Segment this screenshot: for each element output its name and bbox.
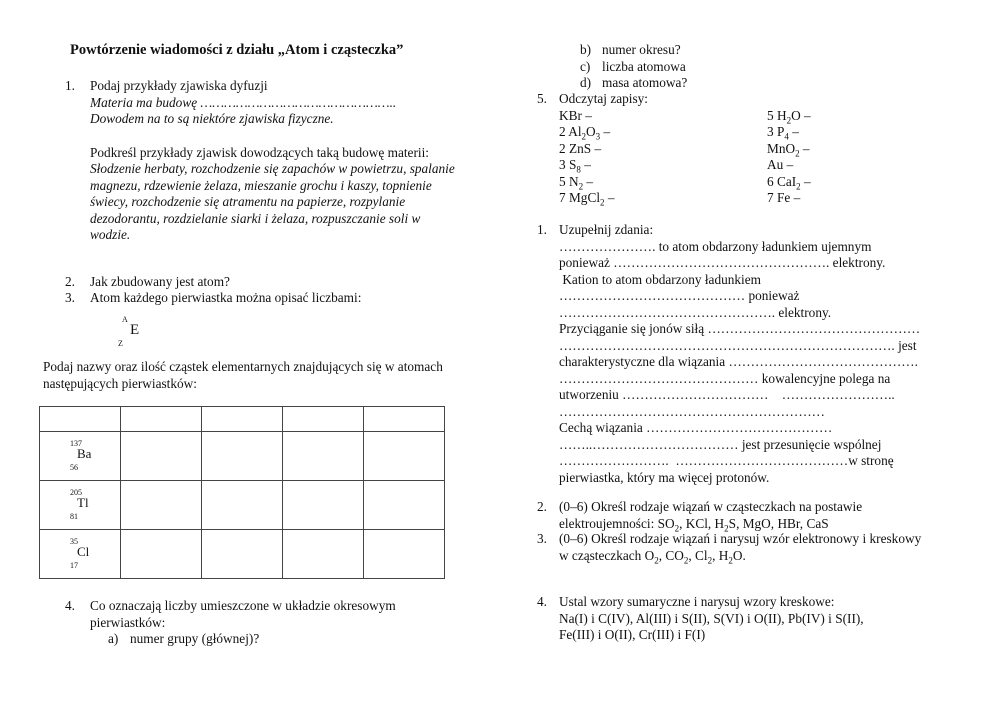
formula: 7 MgCl$_2$ –	[559, 190, 615, 208]
sub-item-d	[580, 75, 880, 92]
formula: 5 $H_2O$ –	[767, 107, 811, 126]
table-cell[interactable]	[283, 530, 364, 579]
element-symbol: E	[130, 322, 140, 338]
mass-number: 205	[70, 488, 82, 497]
table-cell[interactable]	[283, 481, 364, 530]
question-text: Fe(III) i O(II), Cr(III) i F(I)	[559, 627, 706, 642]
fill-line: Kation to atom obdarzony ładunkiem	[559, 271, 761, 287]
sub-item-text: liczba atomowa	[602, 58, 686, 74]
examples-line: Słodzenie herbaty, rozchodzenie się zapachów w powietrzu, spalanie	[90, 161, 455, 176]
text-line: Materia ma budowę …………………………………………..	[90, 94, 397, 110]
formula: 3 $S_8$ –	[559, 157, 591, 175]
question-1	[65, 78, 500, 244]
examples-line: świecy, rozchodzenie się atramentu na papierze, rozpylanie	[90, 194, 406, 209]
table-cell[interactable]	[202, 481, 283, 530]
atomic-number: 81	[70, 512, 78, 521]
question-text: (0–6) Określ rodzaje wiązań w cząsteczkach na postawie	[559, 499, 863, 514]
fill-line: …………………………………………. elektrony.	[559, 304, 832, 320]
fill-line: ……………………. …………………………………w stronę	[559, 453, 894, 468]
table-cell[interactable]	[364, 432, 445, 481]
fill-line: pierwiastka, który ma więcej protonów.	[559, 469, 770, 485]
text-line: następujących pierwiastków:	[43, 375, 197, 391]
formula: 2 ZnS –	[559, 140, 602, 156]
question-number: 4.	[65, 598, 75, 613]
table-cell[interactable]	[121, 432, 202, 481]
sub-item-letter: c)	[580, 58, 591, 74]
text-line: Dowodem na to są niektóre zjawiska fizyczne.	[90, 111, 334, 126]
question-text: Podaj przykłady zjawiska dyfuzji	[90, 78, 268, 93]
sub-item-c	[580, 59, 880, 76]
table-row	[40, 530, 445, 579]
elements-table	[39, 406, 445, 579]
formula-grid	[559, 108, 979, 207]
element-cell	[40, 432, 121, 481]
formula: 2 $Al_2O_3$ –	[559, 124, 611, 142]
question-4	[65, 598, 500, 648]
question-formulas	[537, 594, 979, 644]
sub-item-b	[580, 42, 880, 59]
formula: 3 $P_4$ –	[767, 124, 799, 142]
formula: Au –	[767, 157, 794, 172]
text-line: Podaj nazwy oraz ilość cząstek elementarnych znajdujących się w atomach	[43, 359, 443, 374]
table-cell[interactable]	[364, 530, 445, 579]
question-text: Uzupełnij zdania:	[559, 222, 654, 237]
examples-line: magnezu, rdzewienie żelaza, mieszanie grochu i kaszy, topnienie	[90, 177, 432, 193]
question-number: 1.	[537, 222, 547, 237]
fill-line: ponieważ …………………………………………. elektrony.	[559, 255, 886, 270]
question-number: 3.	[537, 531, 547, 546]
fill-line: …………………. to atom obdarzony ładunkiem ujemnym	[559, 238, 872, 254]
table-cell[interactable]	[283, 432, 364, 481]
sub-item-letter: d)	[580, 75, 592, 90]
table-cell[interactable]	[121, 407, 202, 432]
question-bonds	[537, 499, 979, 532]
fill-line: charakterystyczne dla wiązania …………………………………….	[559, 354, 918, 369]
question-text: elektroujemności: $SO_2$, KCl, $H_2S$, MgO, HBr, CaS	[559, 515, 829, 534]
question-number: 5.	[537, 91, 547, 106]
atomic-number: 17	[70, 561, 78, 570]
sub-item-text: masa atomowa?	[602, 75, 688, 90]
question-text: pierwiastków:	[90, 614, 166, 630]
table-cell[interactable]	[40, 407, 121, 432]
atomic-number-symbol: Z	[118, 339, 123, 348]
page-title: Powtórzenie wiadomości z działu „Atom i cząsteczka”	[70, 42, 404, 58]
mass-number: 137	[70, 439, 82, 448]
table-cell[interactable]	[364, 481, 445, 530]
question-number: 3.	[65, 290, 75, 305]
question-text: Co oznaczają liczby umieszczone w układzie okresowym	[90, 598, 396, 613]
sub-item-letter: a)	[108, 631, 119, 646]
fill-line: …………………………………………………………………. jest	[559, 337, 917, 353]
element-symbol: Ba	[77, 446, 92, 461]
question-text: Ustal wzory sumaryczne i narysuj wzory kreskowe:	[559, 594, 835, 609]
table-cell[interactable]	[202, 432, 283, 481]
question-4-continued	[580, 42, 880, 92]
mass-number: 35	[70, 537, 78, 546]
question-fill-in	[537, 222, 979, 486]
elements-intro	[43, 359, 483, 392]
fill-line: utworzeniu …………………………… ……………………..	[559, 387, 895, 402]
sub-item-a	[108, 631, 500, 648]
table-row	[40, 481, 445, 530]
table-header-row	[40, 407, 445, 432]
fill-line: Cechą wiązania ……………………………………	[559, 420, 833, 435]
question-number: 1.	[65, 78, 75, 93]
question-5	[537, 91, 979, 207]
table-cell[interactable]	[121, 530, 202, 579]
question-text: (0–6) Określ rodzaje wiązań i narysuj wzór elektronowy i kreskowy	[559, 531, 922, 546]
table-cell[interactable]	[202, 530, 283, 579]
question-text: Jak zbudowany jest atom?	[90, 274, 230, 289]
table-cell[interactable]	[364, 407, 445, 432]
question-text: Odczytaj zapisy:	[559, 91, 648, 106]
table-cell[interactable]	[202, 407, 283, 432]
formula: 7 Fe –	[767, 190, 801, 205]
table-row	[40, 432, 445, 481]
question-number: 2.	[537, 499, 547, 514]
nuclide-notation	[40, 306, 170, 348]
question-electron-formulas	[537, 531, 979, 564]
fill-line: ……………………………………… kowalencyjne polega na	[559, 370, 891, 386]
mass-number-symbol: A	[122, 315, 128, 324]
sub-item-text: numer okresu?	[602, 42, 681, 57]
sub-item-letter: b)	[580, 42, 592, 57]
table-cell[interactable]	[283, 407, 364, 432]
question-3	[65, 290, 500, 307]
fill-line: …………………………………… ponieważ	[559, 288, 800, 303]
examples-line: wodzie.	[90, 227, 131, 242]
atomic-number: 56	[70, 463, 78, 472]
question-text: Na(I) i C(IV), Al(III) i S(II), S(VI) i O(II), Pb(IV) i S(II),	[559, 610, 864, 626]
question-2	[65, 274, 500, 291]
element-symbol: Cl	[77, 544, 90, 559]
element-cell	[40, 481, 121, 530]
sub-item-text: numer grupy (głównej)?	[130, 631, 260, 646]
question-number: 2.	[65, 274, 75, 289]
question-text: w cząsteczkach $O_2$, $CO_2$, $Cl_2$, $H_2O$.	[559, 547, 746, 566]
fill-line: Przyciąganie się jonów siłą …………………………………………	[559, 321, 921, 336]
fill-line: ……………………………………………………	[559, 403, 825, 419]
table-cell[interactable]	[121, 481, 202, 530]
element-cell	[40, 530, 121, 579]
formula: MnO$_2$ –	[767, 140, 810, 159]
fill-line: ……..…………………………… jest przesunięcie wspólnej	[559, 436, 882, 452]
formula: 5 $N_2$ –	[559, 173, 594, 192]
formula: KBr –	[559, 107, 592, 123]
element-symbol: Tl	[77, 495, 89, 510]
instruction: Podkreśl przykłady zjawisk dowodzących taką budowę materii:	[90, 144, 429, 160]
formula: 6 CaI$_2$ –	[767, 173, 811, 192]
question-text: Atom każdego pierwiastka można opisać liczbami:	[90, 290, 362, 305]
question-number: 4.	[537, 594, 547, 609]
examples-line: dezodorantu, rozdzielanie siarki i żelaza, rozpuszczanie soli w	[90, 210, 421, 226]
